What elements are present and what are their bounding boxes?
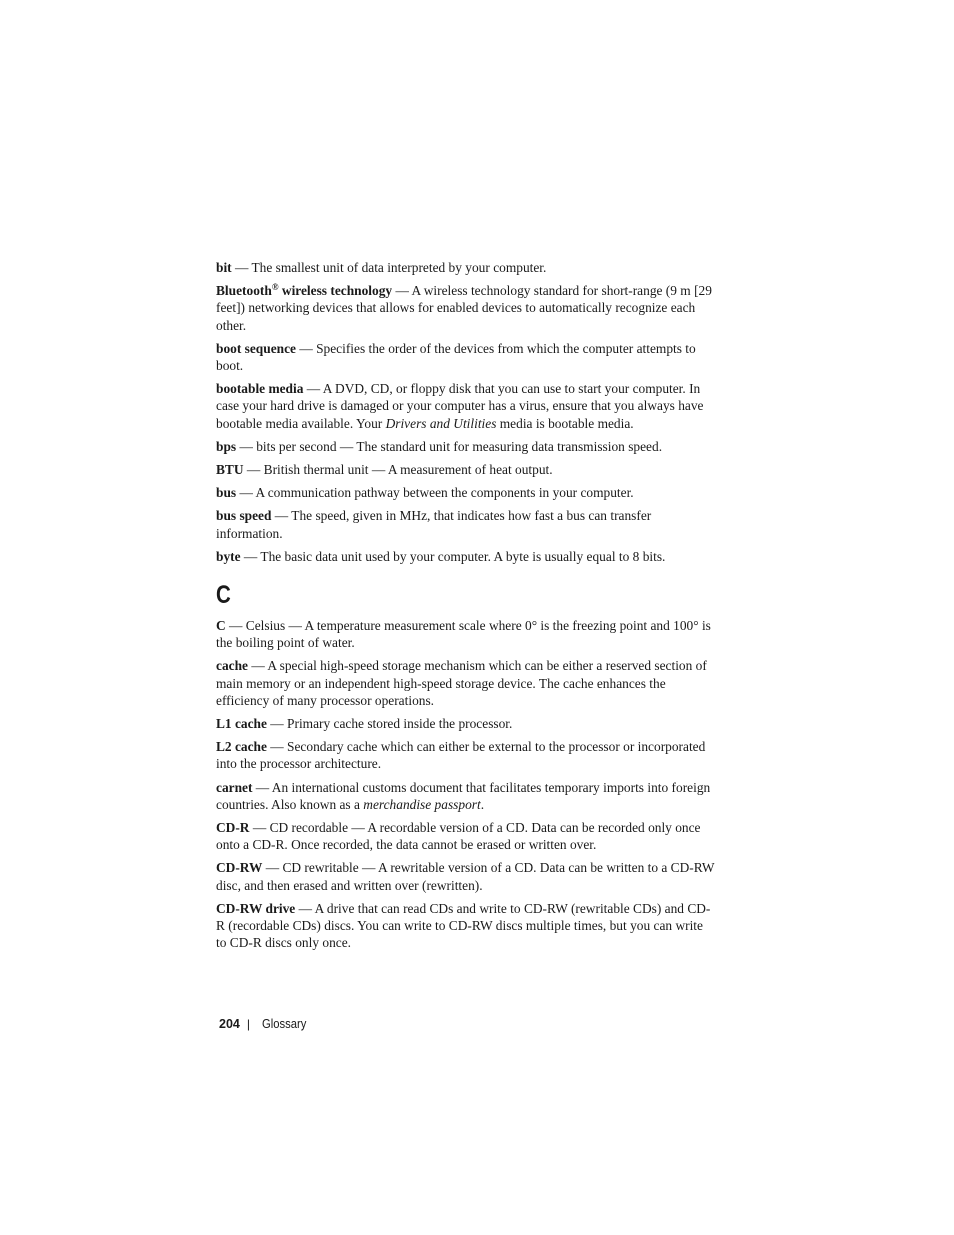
- entry-c: [216, 617, 716, 651]
- entry-definition-end: media is bootable media.: [496, 415, 634, 431]
- entry-definition: — Celsius — A temperature measurement scale where 0° is the freezing point and 100° is the boiling point of water.: [216, 618, 711, 651]
- page-footer: [219, 1015, 311, 1033]
- entry-italic: merchandise passport: [363, 796, 481, 812]
- footer-separator: |: [246, 1017, 250, 1031]
- entry-bit: [216, 259, 716, 276]
- entry-cd-r: [216, 819, 716, 853]
- entry-definition: — CD recordable — A recordable version of a CD. Data can be recorded only once onto a CD-R. Once recorded, the data cannot be erased or written over.: [216, 820, 701, 853]
- entry-definition: — bits per second — The standard unit for measuring data transmission speed.: [236, 438, 663, 454]
- entry-btu: [216, 461, 716, 478]
- entry-boot-sequence: [216, 340, 716, 374]
- glossary-page: [216, 259, 716, 958]
- entry-definition: — Primary cache stored inside the processor.: [266, 716, 513, 732]
- entry-carnet: [216, 779, 716, 813]
- footer-section-title: Glossary: [261, 1017, 307, 1031]
- entry-term: CD-R: [216, 820, 250, 836]
- entry-term: bit: [216, 260, 232, 275]
- entry-term: bps: [216, 438, 237, 454]
- entry-definition: — A wireless technology standard for short-range (9 m [29 feet]) networking devices that allows for enabled devices to automatically recognize each other.: [216, 283, 712, 333]
- entry-term: bus: [216, 485, 237, 501]
- entry-definition: — Specifies the order of the devices from which the computer attempts to boot.: [216, 340, 696, 374]
- entry-definition: — British thermal unit — A measurement of heat output.: [243, 462, 553, 478]
- entry-bus: [216, 484, 716, 501]
- entry-definition-end: .: [480, 796, 485, 812]
- entry-cd-rw-drive: [216, 900, 716, 952]
- section-heading-c: C: [216, 581, 231, 610]
- entry-cache: [216, 657, 716, 709]
- entry-bps: [216, 438, 716, 455]
- entry-term: bus speed: [216, 508, 272, 524]
- entry-definition: — An international customs document that facilitates temporary imports into foreign countries. Also known as a: [216, 779, 711, 812]
- entry-term: cache: [216, 658, 248, 674]
- entry-definition: — CD rewritable — A rewritable version of a CD. Data can be written to a CD-RW disc, and then erased and written over (rewritten).: [216, 860, 715, 893]
- entry-definition: — A DVD, CD, or floppy disk that you can use to start your computer. In case your hard drive is damaged or your computer has a virus, ensure that you always have bootable media available. Your: [216, 381, 704, 431]
- entry-bus-speed: [216, 507, 716, 541]
- entry-term: Bluetooth® wireless technology: [216, 282, 393, 299]
- registered-mark: ®: [271, 282, 279, 293]
- entry-definition: — Secondary cache which can either be external to the processor or incorporated into the processor architecture.: [216, 739, 706, 772]
- entry-term: C: [216, 618, 226, 634]
- entry-term: CD-RW drive: [216, 900, 296, 916]
- entry-term: BTU: [216, 462, 244, 478]
- entry-term: CD-RW: [216, 860, 263, 876]
- entry-definition: — The smallest unit of data interpreted by your computer.: [231, 260, 547, 275]
- page-number: 204: [219, 1017, 240, 1031]
- entry-bluetooth: [216, 282, 716, 334]
- entry-term: boot sequence: [216, 340, 296, 356]
- entry-italic: Drivers and Utilities: [385, 415, 497, 431]
- entry-definition: — The speed, given in MHz, that indicates how fast a bus can transfer information.: [216, 508, 652, 541]
- entry-term: L1 cache: [216, 716, 267, 732]
- entry-definition: — A communication pathway between the components in your computer.: [236, 485, 634, 501]
- entry-term: bootable media: [216, 381, 304, 397]
- entry-cd-rw: [216, 859, 716, 893]
- entry-definition: — The basic data unit used by your computer. A byte is usually equal to 8 bits.: [240, 548, 666, 564]
- entry-l2-cache: [216, 738, 716, 772]
- entry-definition: — A special high-speed storage mechanism which can be either a reserved section of main memory or an independent high-speed storage device. The cache enhances the efficiency of many processor operations.: [216, 658, 707, 708]
- entry-bootable-media: [216, 380, 716, 432]
- entry-term: byte: [216, 548, 241, 564]
- entry-definition: — A drive that can read CDs and write to CD-RW (rewritable CDs) and CD-R (recordable CDs) discs. You can write to CD-RW discs multiple times, but you can write to CD-R discs only once.: [216, 900, 711, 951]
- entry-term: L2 cache: [216, 739, 267, 755]
- entry-term: carnet: [216, 779, 253, 795]
- entry-l1-cache: [216, 715, 716, 732]
- entry-byte: [216, 548, 716, 565]
